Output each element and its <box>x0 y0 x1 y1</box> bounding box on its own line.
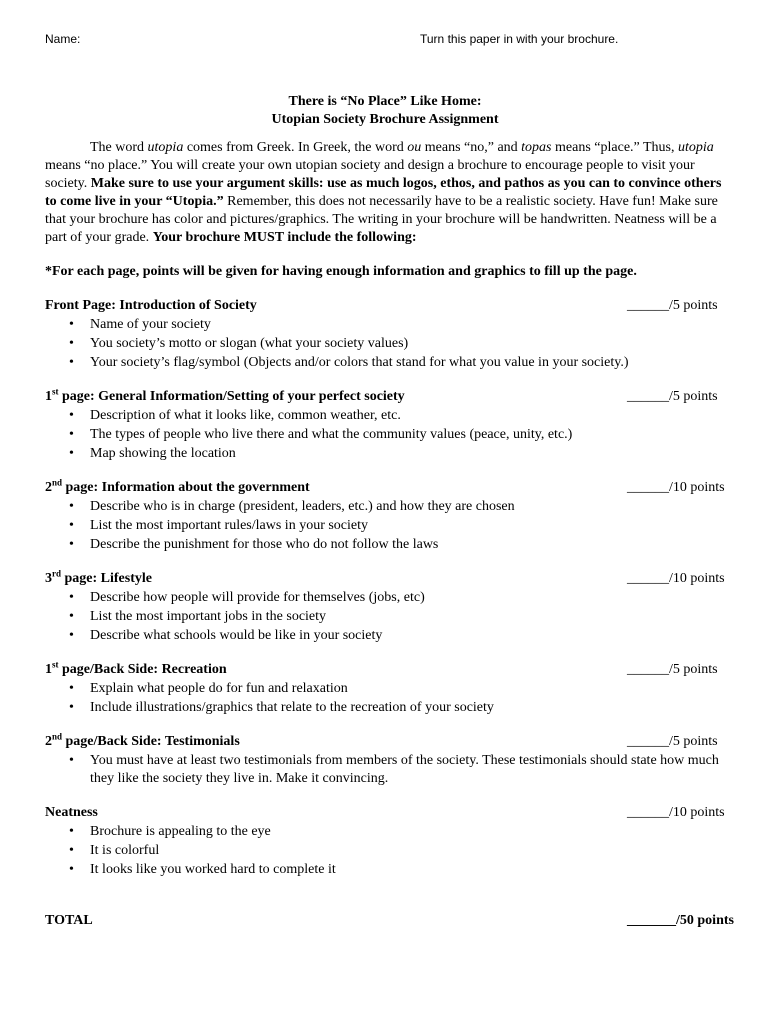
section-page-number: 3 <box>45 571 52 586</box>
requirement-item: • Describe who is in charge (president, leaders, etc.) and how they are chosen <box>45 498 725 516</box>
section-header <box>45 661 725 679</box>
section-points: ______/5 points <box>627 389 718 404</box>
section-title <box>45 570 152 588</box>
requirement-item: • It looks like you worked hard to complete it <box>45 861 725 879</box>
requirement-list <box>45 752 725 788</box>
requirement-item: • It is colorful <box>45 842 725 860</box>
rubric-section <box>45 297 725 372</box>
section-title <box>45 661 227 679</box>
intro-emphasis: Make sure to use your argument skills: use as much logos, ethos, and pathos as you can to convince others to come live in your “Utopia.” <box>45 176 722 209</box>
section-page-number: 1 <box>45 389 52 404</box>
intro-term-utopia: utopia <box>678 140 714 155</box>
section-points: ______/10 points <box>627 480 725 495</box>
requirement-item: • Description of what it looks like, common weather, etc. <box>45 407 725 425</box>
requirement-item: • Map showing the location <box>45 445 725 463</box>
requirement-item: • Include illustrations/graphics that relate to the recreation of your society <box>45 699 725 717</box>
rubric-section <box>45 661 725 717</box>
assignment-document <box>45 93 734 930</box>
section-header <box>45 479 725 497</box>
name-label: Name: <box>45 32 81 46</box>
section-page-number: 2 <box>45 480 52 495</box>
section-header <box>45 804 725 822</box>
requirement-list <box>45 589 725 645</box>
section-title <box>45 733 240 751</box>
rubric-sections <box>45 297 725 879</box>
section-points: ______/10 points <box>627 571 725 586</box>
intro-text: means “place.” Thus, <box>551 140 678 155</box>
section-ordinal-suffix: nd <box>52 477 63 488</box>
section-ordinal-suffix: st <box>52 659 59 670</box>
section-header <box>45 297 725 315</box>
requirement-list <box>45 680 725 717</box>
rubric-section <box>45 733 725 788</box>
section-ordinal-suffix: rd <box>52 568 61 579</box>
points-note: *For each page, points will be given for having enough information and graphics to fill up the page. <box>45 264 637 279</box>
rubric-section <box>45 804 725 879</box>
intro-term-topas: topas <box>521 140 552 155</box>
requirement-item: • Describe how people will provide for themselves (jobs, etc) <box>45 589 725 607</box>
total-row <box>45 912 734 930</box>
section-title-text: page: Information about the government <box>62 480 310 495</box>
section-ordinal-suffix: nd <box>52 731 63 742</box>
intro-text: means “no,” and <box>421 140 522 155</box>
document-title <box>45 93 725 129</box>
requirement-item: • You must have at least two testimonials from members of the society. These testimonials should state how much they like the society they live in. Make it convincing. <box>45 752 725 788</box>
section-header <box>45 388 725 406</box>
requirement-item: • Your society’s flag/symbol (Objects and/or colors that stand for what you value in your society.) <box>45 354 725 372</box>
section-ordinal-suffix: st <box>52 386 59 397</box>
requirement-item: • Brochure is appealing to the eye <box>45 823 725 841</box>
requirement-item: • Explain what people do for fun and relaxation <box>45 680 725 698</box>
intro-paragraph <box>45 139 725 247</box>
intro-term-ou: ou <box>407 140 422 155</box>
section-points: ______/5 points <box>627 298 718 313</box>
title-line-1: There is “No Place” Like Home: <box>288 94 482 109</box>
section-points: ______/5 points <box>627 734 718 749</box>
turn-in-instruction: Turn this paper in with your brochure. <box>420 32 619 46</box>
intro-text: The word <box>90 140 148 155</box>
requirement-item: • List the most important rules/laws in your society <box>45 517 725 535</box>
section-title-text: page/Back Side: Testimonials <box>62 734 240 749</box>
section-title-text: page/Back Side: Recreation <box>58 662 227 677</box>
section-page-number: 2 <box>45 734 52 749</box>
section-title <box>45 388 405 406</box>
intro-text: Remember, this does not necessarily have to be a realistic society. Have fun! Make sure that your brochure has color and pictures/graphics. The writing in your brochure will be handwritten. Neatness will be a part of your grade. <box>45 194 718 245</box>
section-points: ______/5 points <box>627 662 718 677</box>
section-title-text: Front Page: Introduction of Society <box>45 298 257 313</box>
section-title <box>45 479 310 497</box>
section-title-text: Neatness <box>45 805 98 820</box>
intro-text: means “no place.” You will create your own utopian society and design a brochure to encourage people to visit your society. <box>45 158 695 191</box>
total-label: TOTAL <box>45 913 93 928</box>
rubric-section <box>45 570 725 645</box>
title-line-2: Utopian Society Brochure Assignment <box>271 112 499 127</box>
section-title <box>45 297 257 315</box>
requirement-list <box>45 498 725 554</box>
requirement-item: • You society’s motto or slogan (what your society values) <box>45 335 725 353</box>
requirement-item: • Name of your society <box>45 316 725 334</box>
total-points: _______/50 points <box>627 913 734 928</box>
section-page-number: 1 <box>45 662 52 677</box>
section-title-text: page: Lifestyle <box>61 571 152 586</box>
requirement-item: • Describe what schools would be like in your society <box>45 627 725 645</box>
intro-term-utopia: utopia <box>147 140 184 155</box>
requirement-list <box>45 823 725 879</box>
section-header <box>45 733 725 751</box>
section-points: ______/10 points <box>627 805 725 820</box>
requirement-item: • List the most important jobs in the society <box>45 608 725 626</box>
requirement-list <box>45 316 725 372</box>
requirement-list <box>45 407 725 463</box>
rubric-section <box>45 388 725 463</box>
intro-requirement: Your brochure MUST include the following: <box>152 230 417 245</box>
section-header <box>45 570 725 588</box>
requirement-item: • Describe the punishment for those who do not follow the laws <box>45 536 725 554</box>
rubric-section <box>45 479 725 554</box>
section-title <box>45 804 98 822</box>
section-title-text: page: General Information/Setting of your perfect society <box>58 389 405 404</box>
requirement-item: • The types of people who live there and what the community values (peace, unity, etc.) <box>45 426 725 444</box>
intro-text: comes from Greek. In Greek, the word <box>183 140 408 155</box>
